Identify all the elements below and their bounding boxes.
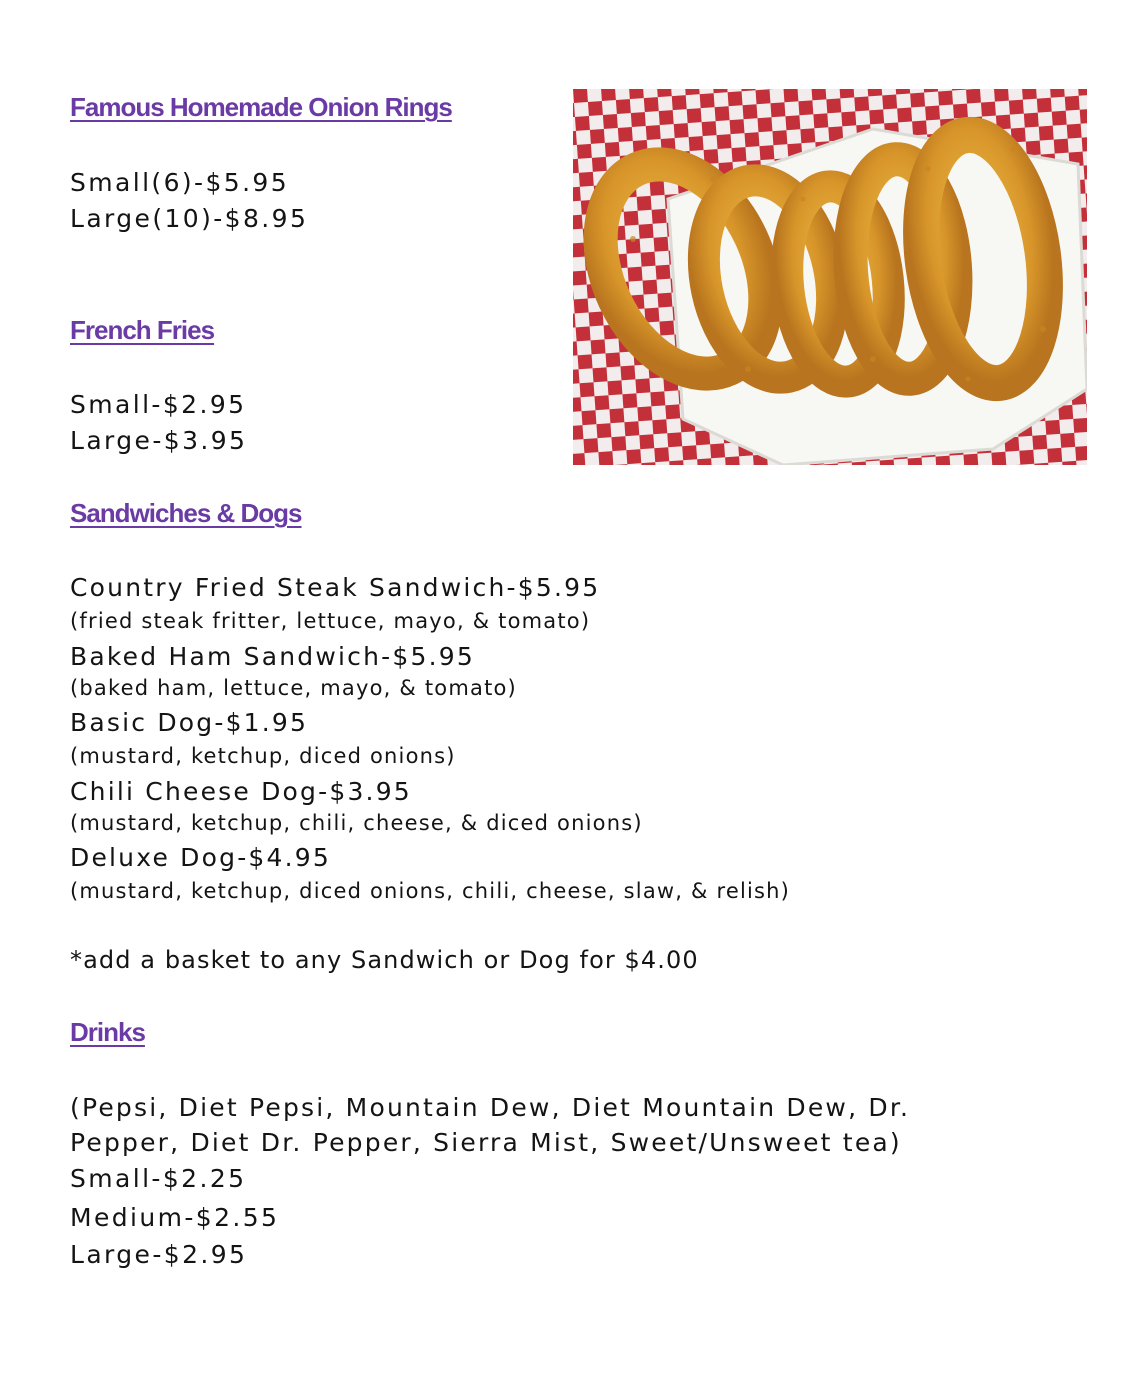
menu-item-name: Deluxe Dog-$4.95 (70, 843, 331, 872)
drink-small-price: Small-$2.25 (70, 1164, 247, 1193)
drink-large-price: Large-$2.95 (70, 1240, 248, 1269)
menu-item-description: (fried steak fritter, lettuce, mayo, & tomato) (70, 609, 591, 633)
menu-item-description: (mustard, ketchup, diced onions) (70, 744, 456, 768)
onion-rings-photo (573, 89, 1087, 465)
menu-item-description: (mustard, ketchup, chili, cheese, & diced onions) (70, 811, 643, 835)
french-fries-heading: French Fries (70, 315, 215, 345)
onion-rings-small-price: Small(6)-$5.95 (70, 168, 290, 197)
sandwiches-heading: Sandwiches & Dogs (70, 498, 302, 528)
drink-medium-price: Medium-$2.55 (70, 1203, 280, 1232)
menu-item-name: Country Fried Steak Sandwich-$5.95 (70, 573, 601, 602)
drinks-list-line-1: (Pepsi, Diet Pepsi, Mountain Dew, Diet Mountain Dew, Dr. (70, 1093, 911, 1122)
onion-rings-large-price: Large(10)-$8.95 (70, 204, 309, 233)
basket-note: *add a basket to any Sandwich or Dog for $4.00 (70, 946, 699, 974)
onion-rings-heading: Famous Homemade Onion Rings (70, 92, 452, 122)
menu-item-name: Basic Dog-$1.95 (70, 708, 309, 737)
fries-small-price: Small-$2.95 (70, 390, 247, 419)
fries-large-price: Large-$3.95 (70, 426, 248, 455)
drinks-list-line-2: Pepper, Diet Dr. Pepper, Sierra Mist, Sweet/Unsweet tea) (70, 1128, 902, 1157)
menu-item-name: Baked Ham Sandwich-$5.95 (70, 642, 475, 671)
menu-item-description: (mustard, ketchup, diced onions, chili, cheese, slaw, & relish) (70, 879, 791, 903)
menu-item-description: (baked ham, lettuce, mayo, & tomato) (70, 676, 517, 700)
menu-item-name: Chili Cheese Dog-$3.95 (70, 777, 412, 806)
drinks-heading: Drinks (70, 1017, 145, 1047)
